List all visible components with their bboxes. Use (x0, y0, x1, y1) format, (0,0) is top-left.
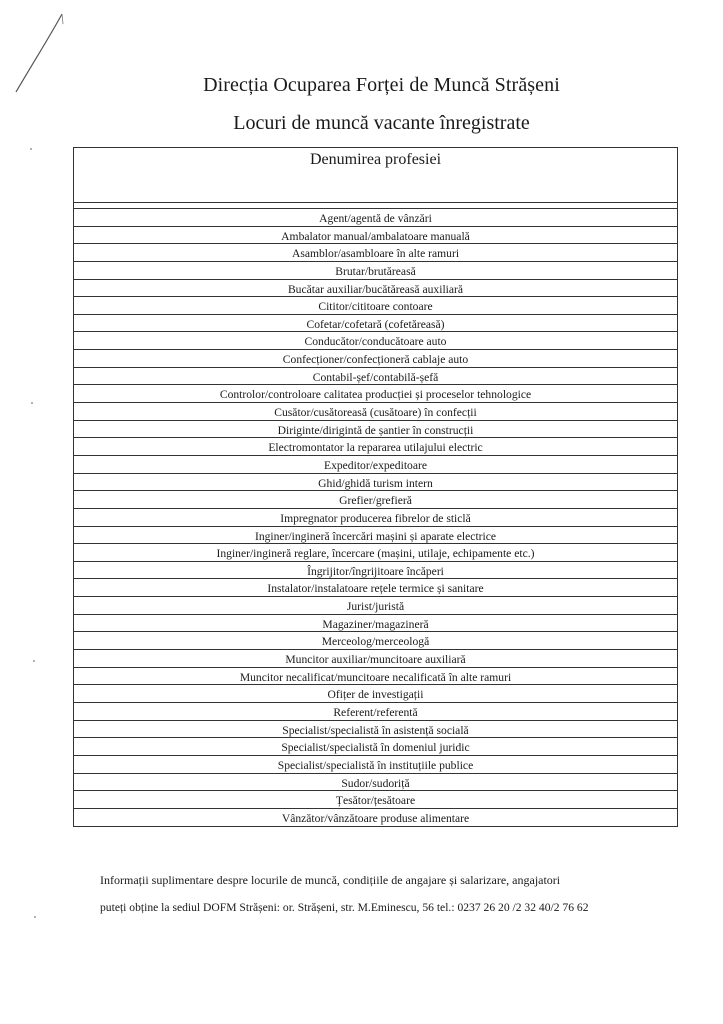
table-row: Conducător/conducătoare auto (74, 332, 677, 350)
table-row: Brutar/brutăreasă (74, 262, 677, 280)
table-row: Specialist/specialistă în domeniul juridic (74, 738, 677, 756)
table-row: Referent/referentă (74, 703, 677, 721)
table-row: Cititor/cititoare contoare (74, 297, 677, 315)
table-row: Cofetar/cofetară (cofetăreasă) (74, 315, 677, 333)
table-row: Vânzător/vânzătoare produse alimentare (281, 811, 470, 825)
table-row: Instalator/instalatoare rețele termice și sanitare (74, 579, 677, 597)
table-column-header: Denumirea profesiei (74, 148, 677, 203)
table-row: Specialist/specialistă în asistență socială (74, 721, 677, 739)
table-body (74, 209, 677, 826)
table-row: Muncitor auxiliar/muncitoare auxiliară (74, 650, 677, 668)
table-row: Ofițer de investigații (74, 685, 677, 703)
table-row: Magaziner/magazineră (74, 615, 677, 633)
table-row: Contabil-șef/contabilă-șefă (74, 368, 677, 386)
table-row: Grefier/grefieră (74, 491, 677, 509)
table-row: Cusător/cusătoreasă (cusătoare) în confecții (74, 403, 677, 421)
table-row: Țesător/țesătoare (74, 791, 677, 809)
table-row: Inginer/ingineră reglare, încercare (mașini, utilaje, echipamente etc.) (74, 544, 677, 562)
page-subtitle: Locuri de muncă vacante înregistrate (233, 112, 530, 134)
table-row: Asamblor/asambloare în alte ramuri (74, 244, 677, 262)
table-row: Sudor/sudoriță (74, 774, 677, 792)
table-row: Ghid/ghidă turism intern (74, 474, 677, 492)
scan-speck (30, 148, 32, 150)
table-row: Controlor/controloare calitatea producției și proceselor tehnologice (74, 385, 677, 403)
scan-speck (33, 660, 35, 662)
scan-speck (31, 402, 33, 404)
table-row: Expeditor/expeditoare (74, 456, 677, 474)
table-row: Jurist/juristă (74, 597, 677, 615)
table-row: Merceolog/merceologă (74, 632, 677, 650)
footer-contact-line: puteți obține la sediul DOFM Strășeni: or. Strășeni, str. M.Eminescu, 56 tel.: 0237 26 20 /2 32 40/2 76 62 (100, 901, 589, 914)
table-row: Muncitor necalificat/muncitoare necalificată în alte ramuri (74, 668, 677, 686)
scan-speck (34, 916, 36, 918)
page-title: Direcția Ocuparea Forței de Muncă Strășeni (203, 74, 560, 96)
table-row: Îngrijitor/îngrijitoare încăperi (74, 562, 677, 580)
table-row: Impregnator producerea fibrelor de sticlă (74, 509, 677, 527)
table-row: Specialist/specialistă în instituțiile publice (74, 756, 677, 774)
table-row: Confecționer/confecționeră cablaje auto (74, 350, 677, 368)
footer-info-line: Informații suplimentare despre locurile de muncă, condițiile de angajare și salarizare, angajatori (100, 873, 561, 887)
table-row: Ambalator manual/ambalatoare manuală (74, 227, 677, 245)
table-row: Diriginte/dirigintă de șantier în construcții (74, 421, 677, 439)
vacancies-table (73, 147, 678, 827)
table-row: Inginer/ingineră încercări mașini și aparate electrice (74, 527, 677, 545)
table-row: Agent/agentă de vânzări (74, 209, 677, 227)
table-row: Electromontator la repararea utilajului electric (74, 438, 677, 456)
table-row: Bucătar auxiliar/bucătăreasă auxiliară (74, 280, 677, 298)
